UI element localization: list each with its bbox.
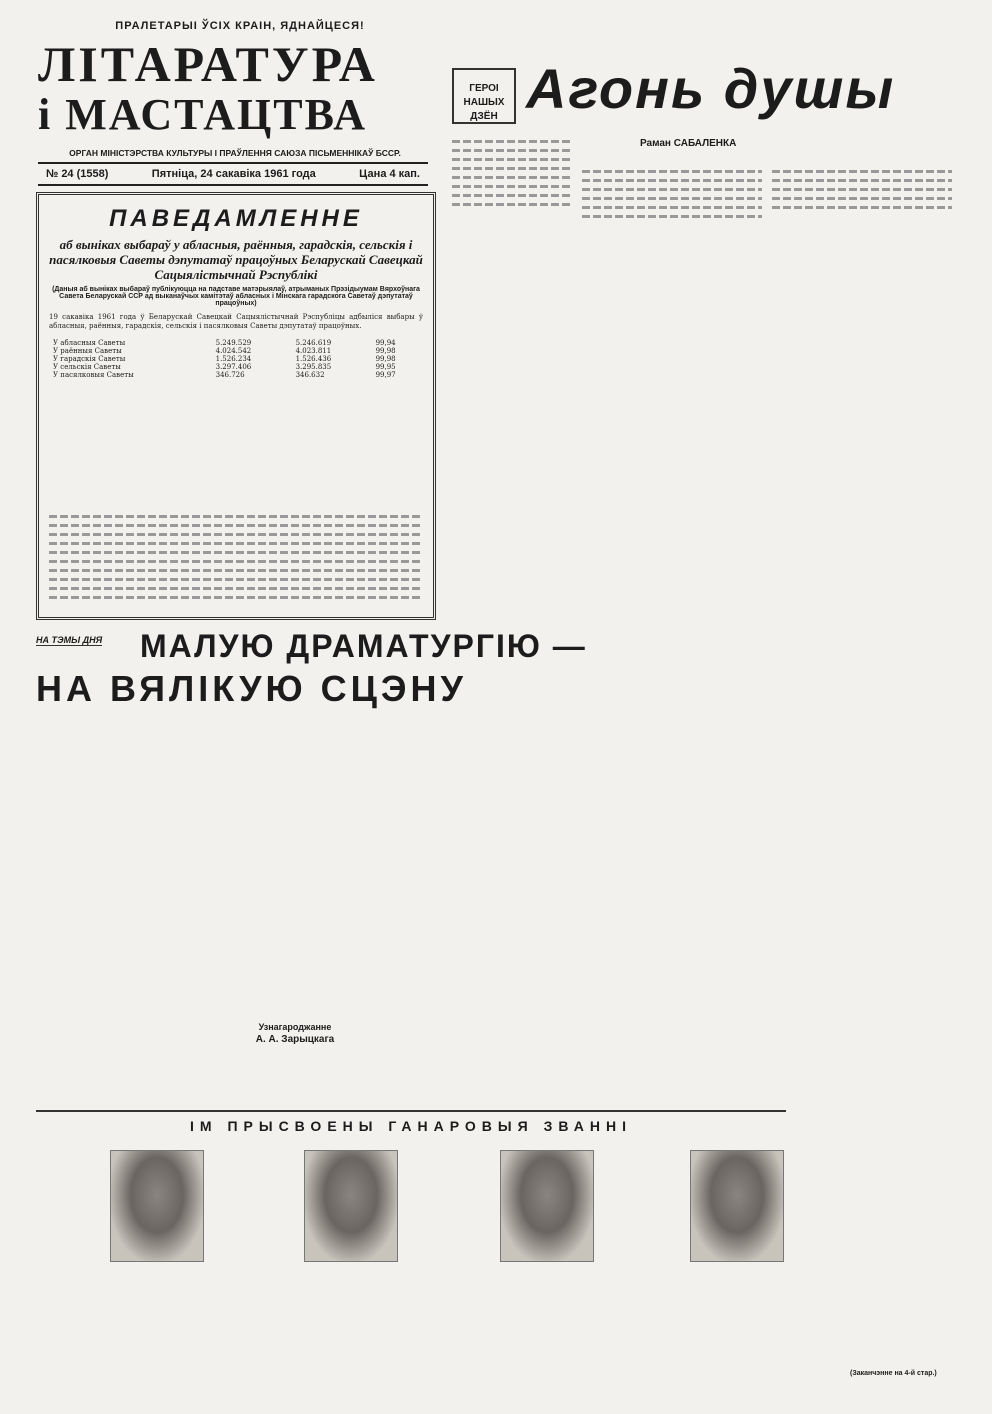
announcement-lead: 19 сакавіка 1961 года ў Беларускай Савецкай Сацыялістычнай Рэспубліцы адбыліся выбары ў абласныя, раённыя, гарадскія, сельскія і пасялковыя Саветы дэпутатаў працоўных. bbox=[49, 313, 423, 330]
announcement-subtitle: аб выніках выбараў у абласныя, раённыя, гарадскія, сельскія і пасялковыя Саветы дэпутатаў працоўных Беларускай Савецкай Сацыялістычнай Рэспублікі bbox=[49, 237, 423, 282]
row-value: 3.297.406 bbox=[215, 363, 252, 371]
issue-info-bar bbox=[38, 162, 428, 186]
portrait-photo bbox=[110, 1150, 204, 1262]
row-name: У гарадскія Саветы bbox=[53, 355, 126, 363]
row-value: 346.632 bbox=[295, 371, 325, 379]
row-value: 1.526.234 bbox=[215, 355, 252, 363]
row-percent: 99,95 bbox=[375, 363, 396, 371]
row-percent: 99,97 bbox=[375, 371, 396, 379]
row-name: У раённыя Саветы bbox=[53, 347, 122, 355]
drama-headline-1: МАЛУЮ ДРАМАТУРГІЮ — bbox=[140, 628, 587, 664]
award-title: Узнагароджанне bbox=[258, 1022, 332, 1032]
rubric-tag: НА ТЭМЫ ДНЯ bbox=[36, 635, 103, 645]
row-percent: 99,94 bbox=[375, 339, 396, 347]
results-table bbox=[49, 339, 423, 379]
table-row bbox=[49, 363, 423, 371]
row-value: 5.249.529 bbox=[215, 339, 252, 347]
story-columns bbox=[452, 130, 952, 1100]
story-author: Раман САБАЛЕНКА bbox=[640, 138, 737, 149]
issue-number: № 24 (1558) bbox=[46, 168, 109, 180]
row-value: 1.526.436 bbox=[295, 355, 332, 363]
issue-price: Цана 4 кап. bbox=[359, 168, 420, 180]
organ-line: ОРГАН МІНІСТЭРСТВА КУЛЬТУРЫ І ПРАЎЛЕННЯ САЮЗА ПІСЬМЕННІКАЎ БССР. bbox=[69, 148, 401, 158]
table-row bbox=[49, 339, 423, 347]
issue-date: Пятніца, 24 сакавіка 1961 года bbox=[151, 168, 316, 180]
row-name: У абласныя Саветы bbox=[53, 339, 126, 347]
masthead-line2: і МАСТАЦТВА bbox=[38, 90, 367, 139]
portrait-photo bbox=[304, 1150, 398, 1262]
row-value: 5.246.619 bbox=[295, 339, 332, 347]
portrait-photo bbox=[500, 1150, 594, 1262]
table-row bbox=[49, 355, 423, 363]
row-name: У сельскія Саветы bbox=[53, 363, 121, 371]
table-row bbox=[49, 371, 423, 379]
announcement-title: ПАВЕДАМЛЕННЕ bbox=[109, 205, 363, 232]
award-name: А. А. Зарыцкага bbox=[255, 1034, 335, 1045]
story-title: Агонь душы bbox=[526, 57, 896, 120]
announcement-note: (Даныя аб выніках выбараў публікуюцца на падставе матэрыялаў, атрыманых Прэзідыумам Вярхоўнага Савета Беларускай ССР ад выканаўчых камітэтаў абласных і Мінскага гарадскога Саветаў дэпутатаў працоўных) bbox=[52, 286, 420, 307]
drama-headline-2: НА ВЯЛІКУЮ СЦЭНУ bbox=[36, 668, 467, 709]
row-value: 346.726 bbox=[215, 371, 245, 379]
announcement-box bbox=[36, 192, 436, 620]
masthead-line1: ЛІТАРАТУРА bbox=[38, 36, 378, 92]
portrait-photo bbox=[690, 1150, 784, 1262]
table-row bbox=[49, 347, 423, 355]
row-value: 4.023.811 bbox=[295, 347, 332, 355]
row-percent: 99,98 bbox=[375, 355, 396, 363]
row-value: 3.295.835 bbox=[295, 363, 332, 371]
continued-note: (Заканчэнне на 4-й стар.) bbox=[850, 1370, 937, 1377]
row-percent: 99,98 bbox=[375, 347, 396, 355]
slogan: ПРАЛЕТАРЫІ ЎСІХ КРАІН, ЯДНАЙЦЕСЯ! bbox=[115, 20, 365, 32]
story-rubric-box: ГЕРОІ НАШЫХ ДЗЁН bbox=[452, 68, 516, 124]
row-name: У пасялковыя Саветы bbox=[53, 371, 134, 379]
honors-heading: ІМ ПРЫСВОЕНЫ ГАНАРОВЫЯ ЗВАННІ bbox=[36, 1110, 786, 1140]
announcement-body-text bbox=[49, 515, 423, 609]
row-value: 4.024.542 bbox=[215, 347, 252, 355]
